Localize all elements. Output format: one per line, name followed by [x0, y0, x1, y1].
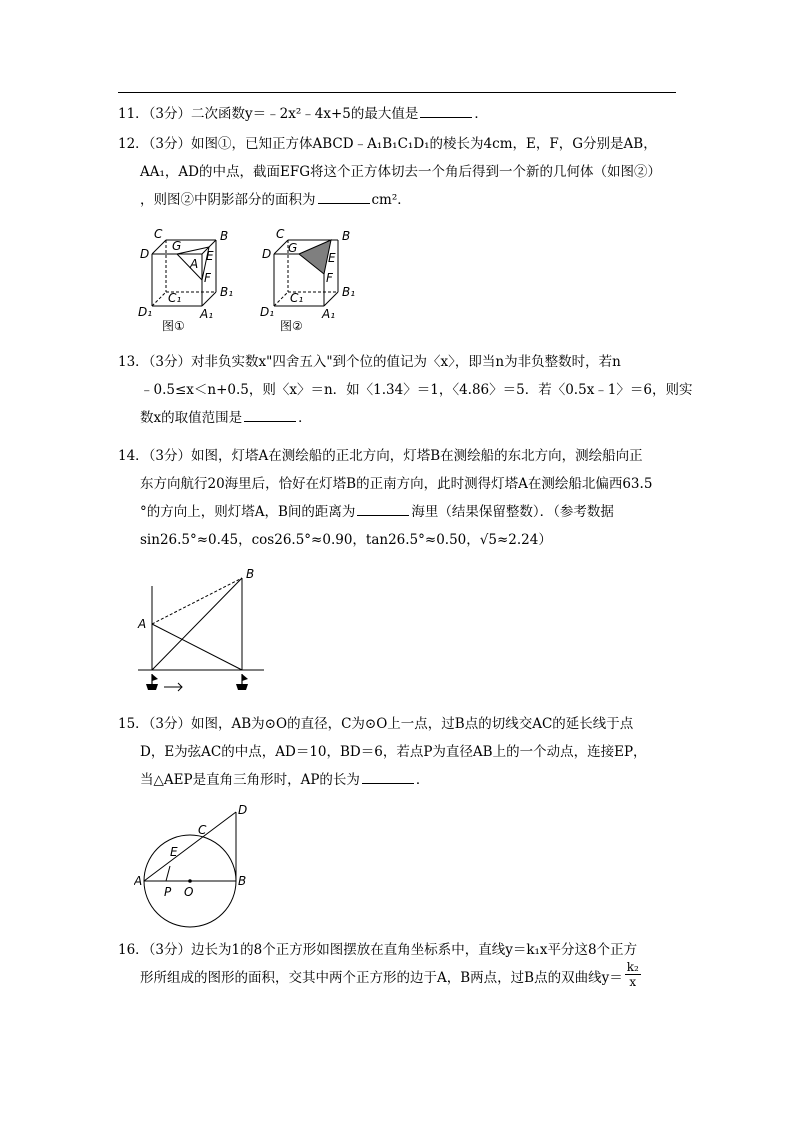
- cube2-label-F: F: [326, 271, 333, 285]
- cube2-label-D: D: [262, 247, 272, 261]
- q14-line-1: 14．（3分）如图，灯塔A在测绘船的正北方向，灯塔B在测绘船的东北方向，测绘船向正: [118, 448, 643, 464]
- q14-line-3-tail: 海里（结果保留整数）．（参考数据: [411, 504, 614, 520]
- q12-fig1-caption: 图①: [162, 319, 185, 333]
- cube1-label-C: C: [154, 227, 163, 241]
- cube1-label-A: A: [190, 257, 199, 271]
- question-12: [118, 130, 678, 214]
- q14-line-4: sin26.5°≈0.45，cos26.5°≈0.90，tan26.5°≈0.50，√5≈2.24）: [140, 532, 552, 548]
- q12-unit: cm²．: [371, 192, 411, 208]
- q15-label-B: B: [238, 874, 247, 888]
- cube2-label-B1: B₁: [342, 285, 356, 299]
- q15-label-O: O: [184, 885, 194, 899]
- q15-label-E: E: [170, 845, 178, 859]
- ship-icon: [236, 674, 248, 690]
- cube1-label-C1: C₁: [168, 291, 182, 305]
- q15-label-C: C: [198, 823, 207, 837]
- cube1-label-B1: B₁: [220, 285, 234, 299]
- q13-line-1: 13．（3分）对非负实数x"四舍五入"到个位的值记为〈x〉，即当n为非负整数时，若n: [118, 354, 621, 370]
- cube1-label-D1: D₁: [138, 305, 153, 319]
- q11-text: 11．（3分）二次函数y＝﹣2x²﹣4x+5的最大值是: [118, 106, 419, 122]
- cube-diagram-1: [132, 226, 242, 336]
- q14-line-2: 东方向航行20海里后，恰好在灯塔B的正南方向，此时测得灯塔A在测绘船北偏西63.5: [140, 476, 653, 492]
- q16-line-2: 形所组成的图形的面积，交其中两个正方形的边于A，B两点，过B点的双曲线y＝: [140, 970, 623, 986]
- q13-line-3: 数x的取值范围是: [140, 410, 243, 426]
- q15-label-P: P: [164, 885, 172, 899]
- q11-tail: ．: [474, 106, 488, 122]
- q12-fig2-caption: 图②: [280, 319, 303, 333]
- cube1-label-F: F: [204, 271, 211, 285]
- q14-label-A: A: [138, 617, 147, 631]
- cube2-label-A1: A₁: [322, 307, 336, 321]
- cube1-label-A1: A₁: [200, 307, 214, 321]
- q12-figure-2: [254, 226, 364, 336]
- q15-tail: ．: [415, 772, 430, 788]
- q15-label-D: D: [238, 803, 248, 817]
- q12-line-1: 12．（3分）如图①，已知正方体ABCD﹣A₁B₁C₁D₁的棱长为4cm，E，F，G分别是AB，: [118, 136, 657, 152]
- q15-answer-blank: [362, 769, 414, 784]
- cube2-label-C: C: [276, 227, 285, 241]
- circle-diagram: [134, 800, 264, 930]
- q14-label-B: B: [246, 567, 255, 581]
- q11-answer-blank: [420, 103, 472, 118]
- lighthouse-diagram: [134, 566, 268, 696]
- q15-figure: [134, 800, 264, 930]
- q16-fraction-denominator: x: [629, 975, 637, 989]
- q14-line-3: °的方向上，则灯塔A，B间的距离为: [140, 504, 356, 520]
- cube2-label-E: E: [328, 251, 336, 265]
- center-point: [188, 879, 192, 883]
- ship-icon: [146, 674, 158, 690]
- cube1-label-E: E: [206, 249, 214, 263]
- q12-figure-1: [132, 226, 242, 336]
- q16-line-1: 16．（3分）边长为1的8个正方形如图摆放在直角坐标系中，直线y＝k₁x平分这8个正方: [118, 942, 638, 958]
- cube1-label-B: B: [220, 229, 229, 243]
- q12-line-2: AA₁，AD的中点，截面EFG将这个正方体切去一个角后得到一个新的几何体（如图②）: [140, 164, 661, 180]
- q12-answer-blank: [318, 189, 370, 204]
- shaded-section: [299, 240, 331, 274]
- question-16: [118, 936, 678, 992]
- q14-answer-blank: [357, 501, 409, 516]
- q15-line-3: 当△AEP是直角三角形时，AP的长为: [140, 772, 360, 788]
- q13-answer-blank: [244, 407, 296, 422]
- cube2-label-D1: D₁: [260, 305, 275, 319]
- cube-diagram-2: [254, 226, 364, 336]
- question-15: [118, 710, 678, 794]
- cube2-label-G: G: [288, 241, 298, 255]
- cube1-label-G: G: [172, 239, 182, 253]
- q15-line-2: D，E为弦AC的中点，AD＝10，BD＝6，若点P为直径AB上的一个动点，连接EP，: [140, 744, 647, 760]
- q16-fraction-numerator: k₂: [626, 960, 639, 974]
- q14-figure: [134, 566, 268, 696]
- q13-line-2: ﹣0.5≤x＜n+0.5，则〈x〉＝n．如〈1.34〉＝1，〈4.86〉＝5．若〈0.5x﹣1〉＝6，则实: [140, 382, 693, 398]
- question-13: [118, 348, 693, 432]
- q15-label-A: A: [134, 874, 143, 888]
- q12-line-3: ，则图②中阴影部分的面积为: [140, 192, 316, 208]
- q16-fraction: [625, 960, 641, 989]
- cube1-label-D: D: [140, 247, 150, 261]
- q15-line-1: 15．（3分）如图，AB为⊙O的直径，C为⊙O上一点，过B点的切线交AC的延长线于点: [118, 716, 634, 732]
- cube2-label-B: B: [342, 229, 351, 243]
- header-rule: [118, 92, 676, 93]
- cube2-label-C1: C₁: [290, 291, 304, 305]
- question-11: [118, 100, 678, 128]
- q13-tail: ．: [298, 410, 312, 426]
- question-14: [118, 442, 678, 554]
